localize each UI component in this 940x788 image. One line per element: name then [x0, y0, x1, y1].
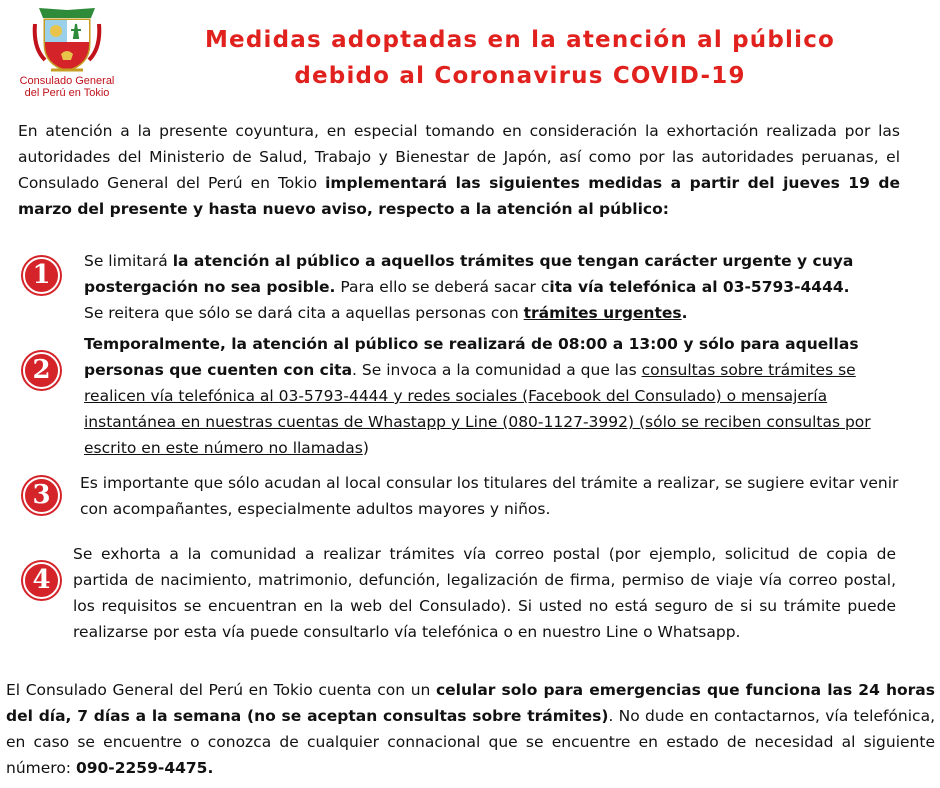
consulate-name [12, 75, 122, 99]
intro-paragraph [18, 118, 900, 222]
consulate-seal [12, 4, 122, 109]
item-1-text-b: Para ello se deberá sacar c [335, 278, 550, 296]
number-badge-3: 3 [23, 477, 60, 514]
measure-item-3: Es importante que sólo acudan al local consular los titulares del trámite a realizar, se sugiere evitar venir con acompañantes, especialmente adultos mayores y niños. [80, 474, 899, 518]
item-2-underlined: consultas sobre trámites se realicen vía telefónica al 03-5793-4444 y redes sociales (Facebook del Consulado) o mensajería instantánea en nuestras cuentas de Whastapp y Line (080-1127-3992) (sólo se reciben consultas por escrito en este número no llamadas [84, 361, 871, 457]
peru-coat-of-arms-icon [31, 4, 103, 74]
title-line-1: Medidas adoptadas en la atención al público [204, 27, 836, 53]
item-1-bold-a: la atención al público a aquellos trámites que tengan carácter urgente y cuya postergación no sea posible. [84, 252, 854, 296]
item-1-bold-underlined: trámites urgentes [523, 304, 682, 322]
item-2-text-b: ) [362, 439, 369, 457]
emergency-phone: 090-2259-4475. [75, 759, 214, 777]
outro-bold-a: celular solo para emergencias que funciona las 24 horas del día, 7 días a la semana (no se aceptan consultas sobre trámites) [6, 681, 935, 725]
number-badge-1: 1 [23, 257, 60, 294]
measure-item-2 [84, 331, 900, 461]
number-badge-2: 2 [23, 352, 60, 389]
page-title [130, 22, 910, 94]
intro-text: En atención a la presente coyuntura, en especial tomando en consideración la exhortación realizada por las autoridades del Ministerio de Salud, Trabajo y Bienestar de Japón, así como por las autoridades peruanas, el Consulado General del Perú en Tokio [18, 122, 900, 192]
item-2-bold: Temporalmente, la atención al público se realizará de 08:00 a 13:00 y sólo para aquellas personas que cuenten con cita [84, 335, 859, 379]
consulate-line-1: Consulado General [19, 75, 115, 87]
emergency-paragraph [6, 677, 935, 781]
intro-bold: implementará las siguientes medidas a partir del jueves 19 de marzo del presente y hasta nuevo aviso, respecto a la atención al público: [18, 174, 900, 218]
item-1-period: . [681, 304, 688, 322]
consulate-line-2: del Perú en Tokio [24, 87, 110, 99]
number-badge-4: 4 [23, 562, 60, 599]
item-1-text-a: Se limitará [84, 252, 173, 270]
outro-text-a: El Consulado General del Perú en Tokio cuenta con un [6, 681, 436, 699]
measure-item-4: Se exhorta a la comunidad a realizar trámites vía correo postal (por ejemplo, solicitud de copia de partida de nacimiento, matrimonio, defunción, legalización de firma, permiso de viaje vía correo postal, los requisitos se encuentran en la web del Consulado). Si usted no está seguro de si su trámite puede realizarse por esta vía puede consultarlo vía telefónica o en nuestro Line o Whatsapp. [73, 545, 896, 641]
outro-text-b: . No dude en contactarnos, vía telefónica, en caso se encuentre o conozca de cualquier connacional que se encuentre en estado de necesidad al siguiente número: [6, 707, 935, 777]
item-2-text-a: . Se invoca a la comunidad a que las [352, 361, 642, 379]
measure-item-1 [84, 248, 904, 326]
item-1-text-c: Se reitera que sólo se dará cita a aquellas personas con [84, 304, 524, 322]
item-1-bold-b: ita vía telefónica al 03-5793-4444. [549, 278, 850, 296]
title-line-2: debido al Coronavirus COVID-19 [294, 63, 746, 89]
